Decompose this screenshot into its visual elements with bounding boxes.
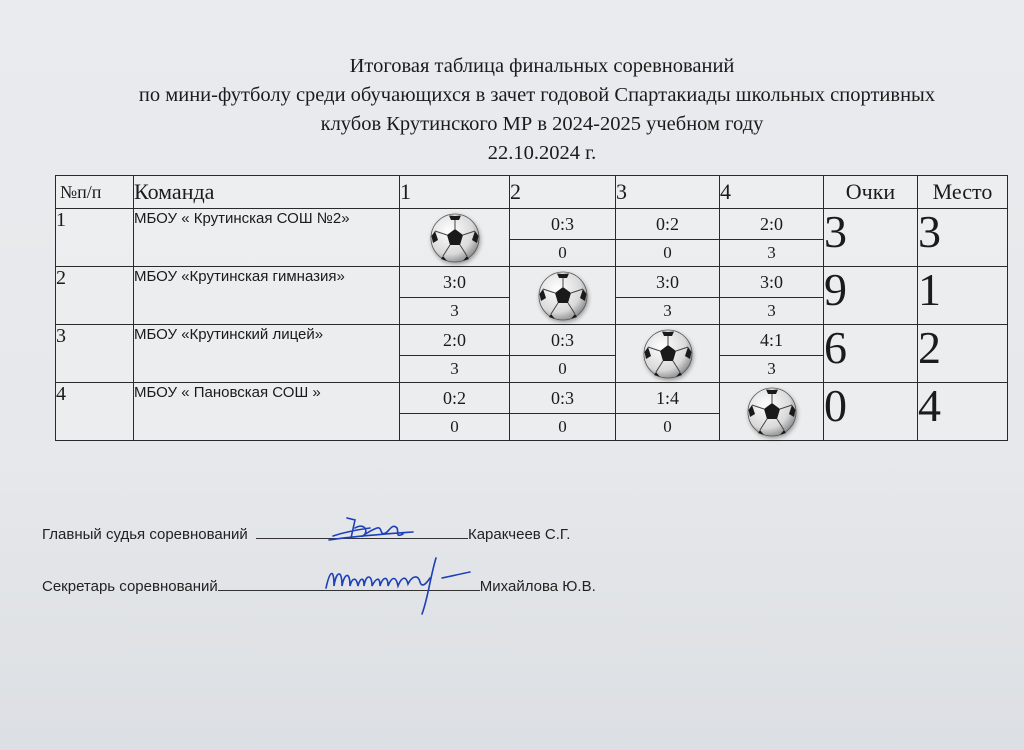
secretary-label: Секретарь соревнований (42, 578, 218, 595)
match-score: 0:2 (616, 209, 720, 240)
header-place: Место (918, 176, 1008, 209)
soccer-ball-icon (642, 328, 694, 380)
total-points: 3 (824, 209, 918, 267)
header-col-4: 4 (720, 176, 824, 209)
match-points: 0 (510, 414, 616, 441)
judge-name: Каракчеев С.Г. (467, 526, 571, 543)
match-score: 3:0 (616, 267, 720, 298)
soccer-ball-icon (746, 386, 798, 438)
header-team: Команда (134, 176, 400, 209)
match-score: 2:0 (400, 325, 510, 356)
match-points: 0 (510, 356, 616, 383)
diagonal-cell (720, 383, 824, 441)
document-title (0, 52, 1024, 168)
match-points: 0 (400, 414, 510, 441)
total-points: 9 (824, 267, 918, 325)
team-name: МБОУ « Пановская СОШ » (134, 383, 400, 441)
match-score: 0:3 (510, 325, 616, 356)
match-points: 3 (720, 240, 824, 267)
match-points: 0 (510, 240, 616, 267)
team-name: МБОУ «Крутинский лицей» (134, 325, 400, 383)
final-place: 3 (918, 209, 1008, 267)
judge-signature-line (42, 526, 570, 543)
results-body (56, 206, 1008, 441)
judge-handwritten-signature (325, 510, 415, 546)
row-number: 4 (56, 383, 134, 441)
match-score: 0:3 (510, 209, 616, 240)
match-score: 0:3 (510, 383, 616, 414)
table-row (56, 325, 1008, 356)
total-points: 0 (824, 383, 918, 441)
soccer-ball-icon (537, 270, 589, 322)
team-name: МБОУ « Крутинская СОШ №2» (134, 209, 400, 267)
title-line-1: Итоговая таблица финальных соревнований (349, 55, 735, 77)
header-col-1: 1 (400, 176, 510, 209)
row-number: 1 (56, 209, 134, 267)
row-number: 3 (56, 325, 134, 383)
final-place: 2 (918, 325, 1008, 383)
diagonal-cell (400, 209, 510, 267)
match-score: 2:0 (720, 209, 824, 240)
title-line-3: клубов Крутинского МР в 2024-2025 учебном году (320, 113, 764, 135)
match-points: 3 (400, 356, 510, 383)
results-table (55, 175, 1008, 441)
row-number: 2 (56, 267, 134, 325)
soccer-ball-icon (429, 212, 481, 264)
match-score: 0:2 (400, 383, 510, 414)
header-col-2: 2 (510, 176, 616, 209)
team-name: МБОУ «Крутинская гимназия» (134, 267, 400, 325)
table-row (56, 209, 1008, 240)
header-col-3: 3 (616, 176, 720, 209)
match-points: 0 (616, 414, 720, 441)
match-points: 0 (616, 240, 720, 267)
match-points: 3 (720, 356, 824, 383)
total-points: 6 (824, 325, 918, 383)
title-line-2: по мини-футболу среди обучающихся в зачет годовой Спартакиады школьных спортивных (138, 84, 936, 106)
match-score: 4:1 (720, 325, 824, 356)
diagonal-cell (510, 267, 616, 325)
match-score: 3:0 (400, 267, 510, 298)
table-header-row (56, 176, 1008, 209)
secretary-handwritten-signature (318, 548, 478, 620)
match-score: 1:4 (616, 383, 720, 414)
header-points: Очки (824, 176, 918, 209)
secretary-name: Михайлова Ю.В. (479, 578, 596, 595)
judge-label: Главный судья соревнований (42, 526, 248, 543)
final-place: 4 (918, 383, 1008, 441)
match-points: 3 (720, 298, 824, 325)
diagonal-cell (616, 325, 720, 383)
match-points: 3 (616, 298, 720, 325)
table-row (56, 383, 1008, 414)
final-place: 1 (918, 267, 1008, 325)
title-date: 22.10.2024 г. (487, 142, 597, 164)
table-row (56, 267, 1008, 298)
header-num: №п/п (56, 176, 134, 209)
match-score: 3:0 (720, 267, 824, 298)
match-points: 3 (400, 298, 510, 325)
